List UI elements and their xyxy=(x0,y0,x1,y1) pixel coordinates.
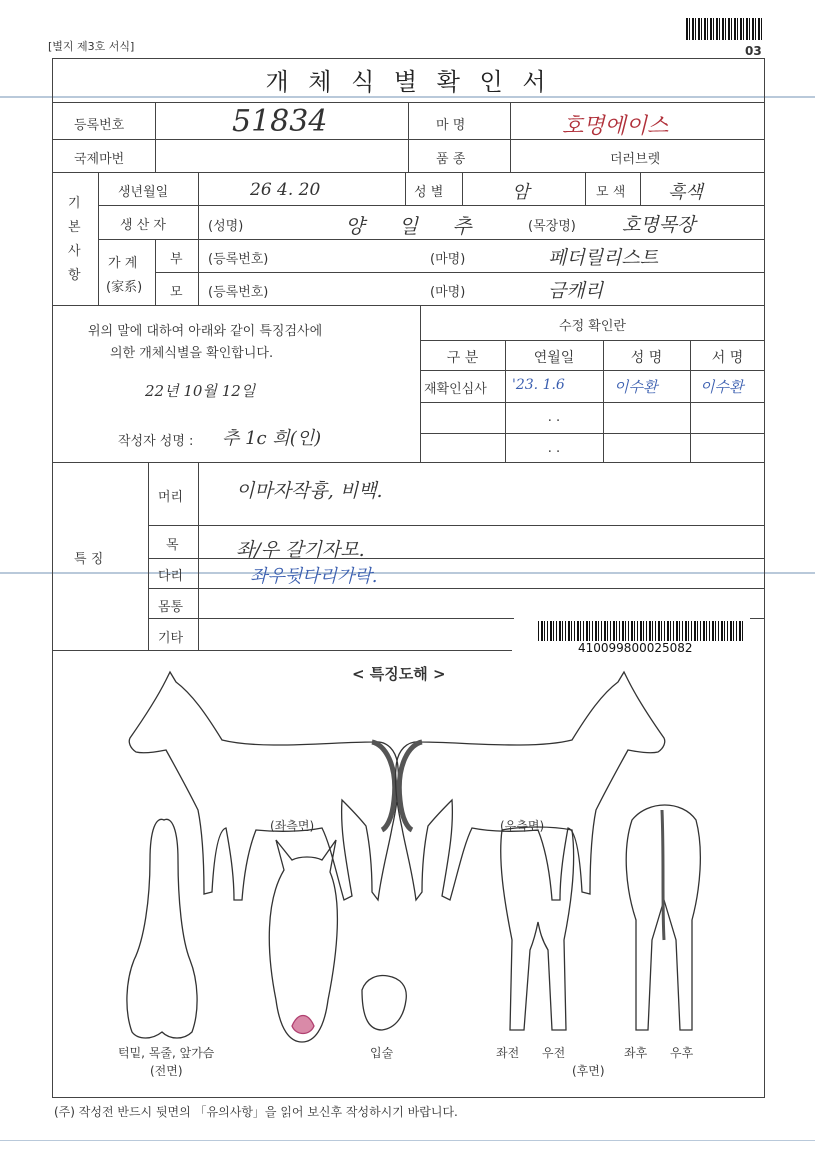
feature-label-other: 기타 xyxy=(158,631,184,646)
features-section-label: 특 징 xyxy=(74,552,104,567)
feature-label-neck: 목 xyxy=(166,538,179,553)
page-title: 개 체 식 별 확 인 서 xyxy=(265,68,552,96)
revision-row-sign: 이수환 xyxy=(700,378,744,396)
horse-lips-outline xyxy=(362,976,406,1030)
sex-value: 암 xyxy=(512,182,530,203)
breed-value: 더러브렛 xyxy=(610,152,661,167)
col-header-category: 구 분 xyxy=(446,350,479,366)
confirm-date: 22년 10월 12일 xyxy=(145,382,256,400)
basic-section-label: 기 본 사 항 xyxy=(68,196,81,283)
lineage-hanja: (家系) xyxy=(106,280,143,295)
form-label: [별지 제3호 서식] xyxy=(48,40,135,53)
sire-name-label: (마명) xyxy=(430,252,466,267)
diagram-title: < 특징도해 > xyxy=(352,665,446,683)
birth-label: 생년월일 xyxy=(118,185,169,200)
breeder-label: 생 산 자 xyxy=(120,218,166,233)
feature-value-legs: 좌우뒷다리가락. xyxy=(250,566,378,587)
birth-value: 26 4. 20 xyxy=(250,180,321,200)
horse-left-side-outline xyxy=(129,672,398,900)
footer-note: (주) 작성전 반드시 뒷면의 「유의사항」을 읽어 보신후 작성하시기 바랍니다. xyxy=(54,1105,458,1119)
color-value: 흑색 xyxy=(668,182,703,203)
breeder-name-value: 양 일 추 xyxy=(345,214,486,238)
sire-reg-label: (등록번호) xyxy=(208,252,269,267)
revision-row-name: 이수환 xyxy=(614,378,658,396)
horse-name-label: 마 명 xyxy=(436,118,466,133)
horse-front-chest-outline xyxy=(127,819,197,1038)
barcode-bars xyxy=(538,621,744,641)
breed-label: 품 종 xyxy=(436,152,466,167)
horse-diagram xyxy=(52,660,765,1100)
top-barcode xyxy=(686,18,762,40)
sire-name-value: 페더릴리스트 xyxy=(548,247,659,269)
revision-row-date: . . xyxy=(547,410,561,425)
front-view-caption: (전면) xyxy=(150,1064,183,1078)
horse-right-side-outline xyxy=(395,672,664,900)
sire-label: 부 xyxy=(170,252,183,267)
revision-row-category: 재확인심사 xyxy=(424,382,487,397)
feature-label-head: 머리 xyxy=(158,490,184,505)
feature-label-legs: 다리 xyxy=(158,569,184,584)
col-header-name: 성 명 xyxy=(630,350,663,366)
author-signature: 추 1c 희(인) xyxy=(222,428,322,449)
feature-label-body: 몸통 xyxy=(158,600,184,615)
dam-name-label: (마명) xyxy=(430,285,466,300)
left-side-caption: (좌측면) xyxy=(270,819,315,833)
barcode-number: 410099800025082 xyxy=(578,641,693,655)
feature-value-neck: 좌/우 갈기자모. xyxy=(236,539,365,561)
statement-line1: 위의 말에 대하여 아래와 같이 특징검사에 xyxy=(88,324,323,339)
intl-no-label: 국제마번 xyxy=(74,152,125,167)
sex-label: 성 별 xyxy=(414,185,444,200)
farm-label: (목장명) xyxy=(528,219,576,234)
front-caption: 턱밑, 목줄, 앞가슴 xyxy=(118,1046,215,1060)
reg-no-label: 등록번호 xyxy=(74,118,125,133)
lineage-label: 가 계 xyxy=(108,256,138,271)
horse-name-value: 호명에이스 xyxy=(562,114,669,139)
dam-label: 모 xyxy=(170,285,183,300)
right-side-caption: (우측면) xyxy=(500,819,545,833)
rear-caption: (후면) xyxy=(572,1064,605,1078)
reg-no-value: 51834 xyxy=(232,104,328,139)
horse-head-front-outline xyxy=(269,840,337,1042)
revision-row-date: '23. 1.6 xyxy=(512,377,565,393)
statement-line2: 의한 개체식별을 확인합니다. xyxy=(110,346,274,361)
revision-title: 수정 확인란 xyxy=(559,319,626,334)
right-front-caption: 우전 xyxy=(542,1046,566,1060)
dam-name-value: 금캐리 xyxy=(548,280,604,302)
breeder-name-label: (성명) xyxy=(208,219,244,234)
right-rear-caption: 우후 xyxy=(670,1046,694,1060)
col-header-date: 연월일 xyxy=(533,350,575,366)
col-header-sign: 서 명 xyxy=(711,350,744,366)
left-front-caption: 좌전 xyxy=(496,1046,520,1060)
left-rear-caption: 좌후 xyxy=(624,1046,648,1060)
farm-value: 호명목장 xyxy=(622,214,696,236)
muzzle-mark xyxy=(292,1016,314,1034)
scan-guide-line xyxy=(0,1140,815,1141)
feature-value-head: 이마자작흉, 비백. xyxy=(236,480,383,502)
dam-reg-label: (등록번호) xyxy=(208,285,269,300)
revision-row-date: . . xyxy=(547,441,561,456)
author-label: 작성자 성명 : xyxy=(118,434,194,449)
lips-caption: 입술 xyxy=(370,1046,394,1060)
color-label: 모 색 xyxy=(596,185,626,200)
page-number: 03 xyxy=(745,44,762,58)
